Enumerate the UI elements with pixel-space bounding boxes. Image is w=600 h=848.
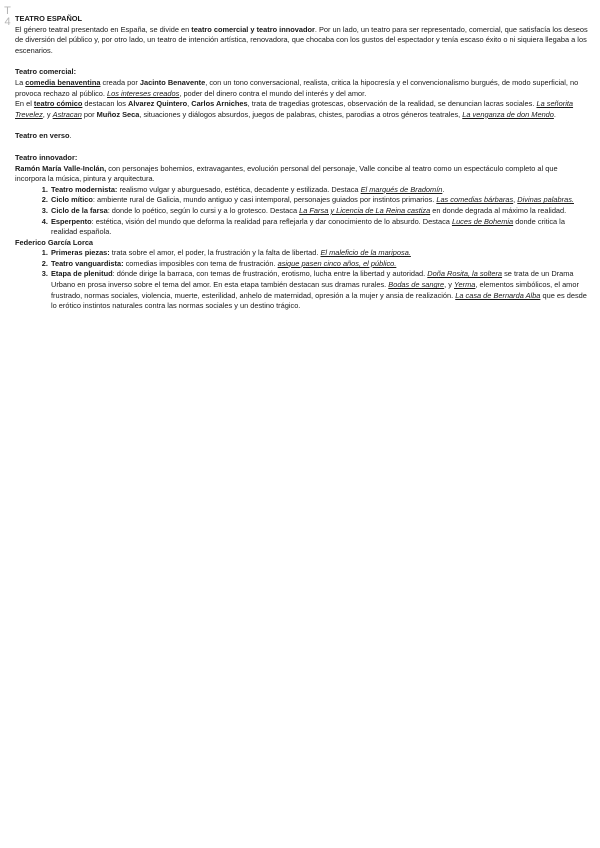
list-item: 4. Esperpento: estética, visión del mundo que deforma la realidad para reflejarla y dar conocimiento de lo absurdo. Destaca Luces de Bohemia donde critica la realidad española. (50, 217, 590, 238)
work-title: Astracan (52, 109, 82, 119)
paragraph-valle-inclan: Ramón María Valle-Inclán, con personajes bohemios, extravagantes, evolución personal del personaje, Valle concibe al teatro como un espectáculo completo al que incorpora la música, pintura y arquitectura. (15, 163, 558, 184)
section-heading-innovador: Teatro innovador: (15, 152, 78, 162)
margin-mark-number: 4 (4, 16, 11, 28)
list-item: 2. Teatro vanguardista: comedias imposibles con tema de frustración. asique pasen cinco años, el público. (50, 259, 590, 270)
work-title: Las comedias bárbaras (436, 195, 514, 205)
document-title: TEATRO ESPAÑOL (15, 14, 83, 23)
work-title: La venganza de don Mendo (462, 109, 554, 119)
valle-inclan-list (15, 185, 590, 238)
intro-paragraph: El género teatral presentado en España, se divide en teatro comercial y teatro innovador. Por un lado, un teatro para ser representado, comercial, que satisfacía los deseos de diversión del público y, por otro lado, un teatro de intención artística, renovadora, que chocaba con los gustos del espectador y tenía escaso éxito o ni siquiera llegaba a los escenarios. (15, 24, 588, 55)
work-title: asique pasen cinco años, el público. (277, 258, 397, 268)
section-heading-comercial: Teatro comercial: (15, 67, 77, 77)
work-title: Luces de Bohemia (451, 216, 514, 226)
work-title: Los intereses creados (107, 88, 180, 98)
document-body (15, 14, 590, 312)
work-title: El maleficio de la mariposa. (320, 248, 411, 258)
section-heading-verso: Teatro en verso. (15, 131, 72, 141)
list-item: 3. Etapa de plenitud: dónde dirige la barraca, con temas de frustración, erotismo, lucha entre la libertad y autoridad. Doña Rosita, la soltera se trata de un Drama Urbano en prosa inverso sobre el tema del amor. En esta etapa también destacan sus dramas rurales. Bodas de sangre, y Yerma, elementos simbólicos, el amor frustrado, normas sociales, violencia, muerte, esterilidad, anhelo de maternidad, opresión a la mujer y ansia de realización. La casa de Bernarda Alba que es desde lo erótico instintos naturales contra las normas sociales y un destino trágico. (50, 269, 590, 311)
lorca-list (15, 248, 590, 312)
work-title: Doña Rosita, la soltera (427, 269, 503, 279)
work-title: La Farsa y Licencia de La Reina castiza (299, 205, 431, 215)
list-item: 2. Ciclo mítico: ambiente rural de Galicia, mundo antiguo y casi intemporal, personajes guiados por instintos primarios. Las comedias bárbaras, Divinas palabras. (50, 195, 590, 206)
paragraph-comedia-benaventina: La comedia benaventina creada por Jacinto Benavente, con un tono conversacional, realista, critica la hipocresía y el convencionalismo burgués, de modo superficial, no provoca rechazo al público. Los intereses creados, poder del dinero contra el mundo del interés y del amor. (15, 77, 579, 98)
paragraph-teatro-comico: En el teatro cómico destacan los Alvarez Quintero, Carlos Arniches, trata de tragedias grotescas, observación de la realidad, se denuncian lacras sociales. La señorita Trevelez, y Astracan por Muñoz Seca, situaciones y diálogos absurdos, juegos de palabras, chistes, parodias a otros géneros teatrales, La venganza de don Mendo. (15, 99, 574, 119)
margin-mark-letter: T (4, 5, 11, 17)
work-title: Divinas palabras. (517, 195, 574, 205)
work-title: La casa de Bernarda Alba (455, 290, 541, 300)
list-item: 1. Primeras piezas: trata sobre el amor, el poder, la frustración y la falta de libertad. El maleficio de la mariposa. (50, 248, 590, 259)
section-heading-lorca: Federico García Lorca (15, 237, 94, 247)
work-title: Bodas de sangre (388, 280, 445, 290)
list-item: 1. Teatro modernista: realismo vulgar y aburguesado, estética, decadente y estilizada. Destaca El marqués de Bradomín. (50, 185, 590, 196)
list-item: 3. Ciclo de la farsa: donde lo poético, según lo cursi y a lo grotesco. Destaca La Farsa y Licencia de La Reina castiza en donde degrada al máximo la realidad. (50, 206, 590, 217)
work-title: El marqués de Bradomín (360, 184, 443, 194)
work-title: La señorita Trevelez (15, 99, 574, 119)
work-title: Yerma (454, 280, 476, 290)
margin-page-marker (3, 6, 12, 28)
